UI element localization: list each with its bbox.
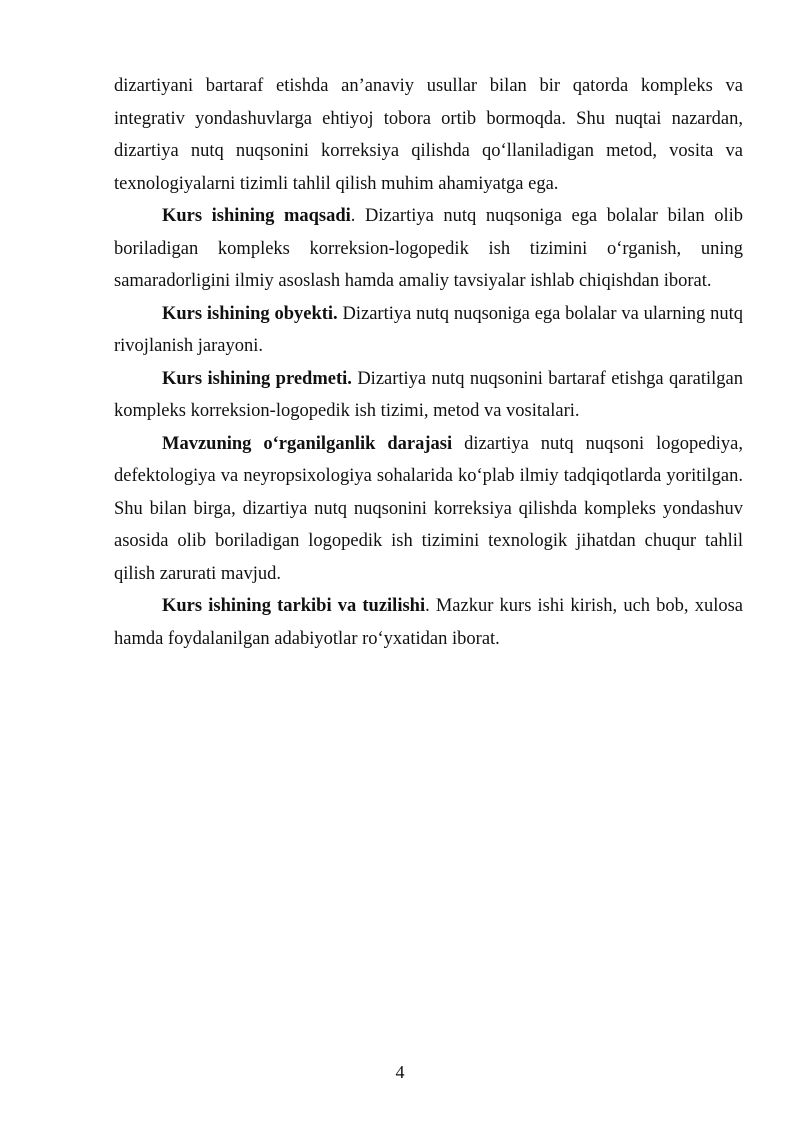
paragraph-object bbox=[114, 298, 743, 363]
paragraph-subject bbox=[114, 363, 743, 428]
paragraph-text: dizartiya nutq nuqsoni logopediya, defektologiya va neyropsixologiya sohalarida ko‘plab ilmiy tadqiqotlarda yoritilgan. Shu bilan birga, dizartiya nutq nuqsonini korreksiya qilishda kompleks yondashuv asosida olib boriladigan logopedik ish tizimini texnologik jihatdan chuqur tahlil qilish zarurati mavjud. bbox=[114, 433, 743, 584]
paragraph-study-level bbox=[114, 428, 743, 591]
paragraph-text: . Mazkur kurs ishi kirish, uch bob, xulosa hamda foydalanilgan adabiyotlar ro‘yxatidan iborat. bbox=[114, 596, 743, 649]
paragraph-text: Dizartiya nutq nuqsonini bartaraf etishga qaratilgan kompleks korreksion-logopedik ish tizimi, metod va vositalari. bbox=[114, 368, 743, 421]
paragraph-structure bbox=[114, 590, 743, 655]
paragraph-heading: Mavzuning o‘rganilganlik darajasi bbox=[162, 433, 453, 454]
paragraph-text: . Dizartiya nutq nuqsoniga ega bolalar bilan olib boriladigan kompleks korreksion-logopedik ish tizimini o‘rganish, uning samaradorligini ilmiy asoslash hamda amaliy tavsiyalar ishlab chiqishdan iborat. bbox=[114, 206, 743, 291]
paragraph-heading: Kurs ishining tarkibi va tuzilishi bbox=[162, 596, 426, 616]
paragraph-text: Dizartiya nutq nuqsoniga ega bolalar va ularning nutq rivojlanish jarayoni. bbox=[114, 303, 743, 356]
paragraph-heading: Kurs ishining predmeti. bbox=[162, 368, 352, 389]
paragraph-goal bbox=[114, 200, 743, 298]
page-number: 4 bbox=[395, 1062, 405, 1082]
paragraph-intro bbox=[114, 70, 743, 200]
paragraph-heading: Kurs ishining maqsadi bbox=[162, 206, 351, 226]
paragraph-heading: Kurs ishining obyekti. bbox=[162, 303, 338, 324]
body-text bbox=[114, 70, 743, 655]
paragraph-text: dizartiyani bartaraf etishda an’anaviy usullar bilan bir qatorda kompleks va integrativ yondashuvlarga ehtiyoj tobora ortib bormoqda. Shu nuqtai nazardan, dizartiya nutq nuqsonini korreksiya qilishda qo‘llaniladigan metod, vosita va texnologiyalarni tizimli tahlil qilish muhim ahamiyatga ega. bbox=[114, 76, 743, 194]
